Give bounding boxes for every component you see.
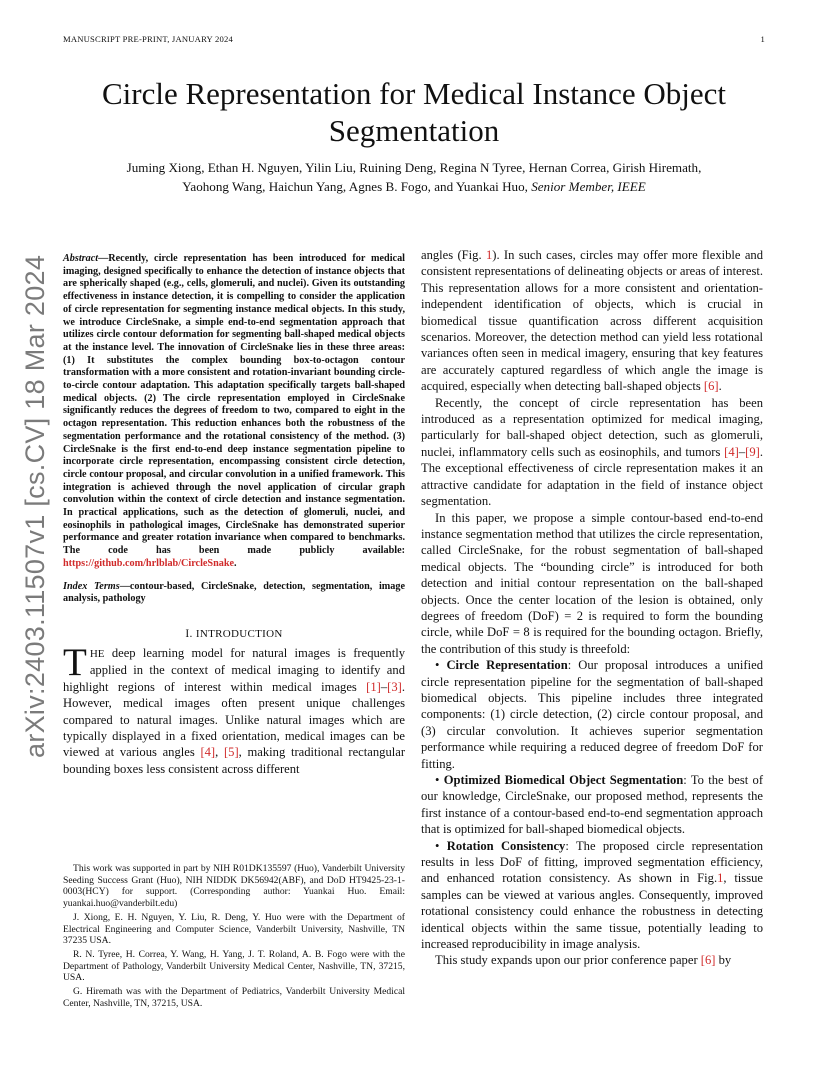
footnote-affiliation-pathology: R. N. Tyree, H. Correa, Y. Wang, H. Yang, J. T. Roland, A. B. Fogo were with the Department of Pathology, Vanderbilt University Medical Center, Nashville, TN, 37215, USA. — [63, 948, 405, 984]
citation-link[interactable]: [5] — [223, 745, 239, 760]
bullet-title: Optimized Biomedical Object Segmentation — [443, 773, 684, 787]
page-number: 1 — [760, 34, 765, 44]
section-title: INTRODUCTION — [195, 627, 283, 640]
paragraph-expands — [421, 952, 763, 968]
running-title: MANUSCRIPT PRE-PRINT, JANUARY 2024 — [63, 34, 233, 44]
author-list — [40, 159, 788, 196]
text: , tissue samples can be viewed at various angles. Consequently, improved rotational consistency could enhance the robustness in detecting identical objects within the same tissue, potentially leading to increased reproducibility in image analysis. — [421, 871, 763, 952]
contribution-bullet-3 — [421, 838, 763, 953]
section-heading-introduction — [63, 628, 405, 640]
range-dash: – — [738, 444, 746, 459]
text: This study expands upon our prior conference paper — [435, 953, 701, 968]
drop-cap: T — [63, 640, 87, 684]
citation-link[interactable]: [6] — [700, 953, 716, 968]
abstract-label: Abstract — [63, 253, 99, 264]
code-link[interactable]: https://github.com/hrlblab/CircleSnake — [63, 557, 235, 569]
footnote-affiliation-pediatrics: G. Hiremath was with the Department of Pediatrics, Vanderbilt University Medical Center, Nashville, TN, 37215, USA. — [63, 986, 405, 1009]
text: ). In such cases, circles may offer more flexible and consistent representations of delineating objects or areas of interest. This representation allows for a more consistent and orientation-independent identification of objects, which is crucial in biomedical tissue quantification across different acquisition scenarios. Moreover, the detection method can yield less rotational variances often seen in medical imagery, ensuring that key features are accurately captured regardless of which angle the image is acquired, especially when detecting ball-shaped objects — [421, 248, 764, 394]
index-terms-text: —contour-based, CircleSnake, detection, segmentation, image analysis, pathology — [63, 580, 405, 605]
footnote-affiliation-eecs: J. Xiong, E. H. Nguyen, Y. Liu, R. Deng, Y. Huo were with the Department of Electrical Engineering and Computer Science, Vanderbilt University, Nashville, TN 37235 USA. — [63, 911, 405, 947]
text: angles (Fig. — [421, 248, 486, 262]
abstract-end: . — [234, 557, 237, 569]
footnote-funding: This work was supported in part by NIH R01DK135597 (Huo), Vanderbilt University Seeding Success Grant (Huo), NIH NIDDK DK56942(ABF), and DoD HT9425-23-1-0003(HCY) for support. (Corresponding author: Yuankai Huo. Email: yuankai.huo@vanderbilt.edu) — [63, 863, 405, 910]
citation-link[interactable]: [4] — [724, 444, 739, 459]
text: : To the best of our knowledge, CircleSnake, our proposed method, represents the first instance of a contour-based end-to-end segmentation approach that is optimized for ball-shaped biomedical objects. — [421, 773, 764, 837]
authors-line-2-names: Yaohong Wang, Haichun Yang, Agnes B. Fogo, and Yuankai Huo, — [182, 178, 528, 194]
bullet-title: Rotation Consistency — [446, 838, 566, 853]
bullet-title: Circle Representation — [446, 658, 568, 673]
abstract — [63, 253, 405, 571]
paper-title: Circle Representation for Medical Instance Object Segmentation — [101, 76, 727, 148]
text: by — [715, 953, 732, 968]
index-terms-label: Index Terms — [63, 580, 120, 592]
contribution-bullet-1 — [421, 657, 763, 772]
left-column — [63, 253, 405, 777]
ieee-membership: Senior Member, IEEE — [531, 178, 646, 194]
paragraph-continued — [421, 247, 763, 395]
arxiv-stamp: arXiv:2403.11507v1 [cs.CV] 18 Mar 2024 — [20, 254, 50, 758]
citation-link[interactable]: [6] — [703, 379, 719, 394]
right-column — [421, 247, 763, 969]
running-header — [63, 34, 765, 44]
intro-text-2: . However, medical images often present unique challenges compared to natural images. Unlike natural images which are typically displayed in a fixed orientation, medical images can be viewed at various angles — [63, 679, 405, 760]
range-dash: – — [380, 679, 388, 694]
separator: , — [215, 745, 224, 760]
figure-link[interactable]: 1 — [485, 248, 493, 262]
bullet-icon: • — [435, 838, 447, 853]
paragraph-circle-representation — [421, 395, 763, 510]
text: : Our proposal introduces a unified circle representation pipeline for the segmentation of ball-shaped biomedical objects. This pipeline includes three integrated components: (1) circle detection, (2) circle contour proposal, and (3) circular convolution. It achieves superior segmentation performance while requiring a reduced degree of freedom DoF for fitting. — [421, 658, 764, 771]
bullet-icon: • — [435, 773, 444, 787]
intro-text-3: , making traditional rectangular bounding boxes less consistent across different — [63, 745, 406, 776]
citation-link[interactable]: [3] — [387, 679, 402, 694]
text: Recently, the concept of circle representation has been introduced as a representation optimized for medical imaging, particularly for ball-shaped object detection, such as glomeruli, nuclei, inflammatory cells such as eosinophils, and tumors — [421, 395, 763, 459]
citation-link[interactable]: [4] — [200, 745, 216, 760]
contribution-bullet-2 — [421, 772, 763, 838]
section-number: I. — [185, 627, 196, 640]
intro-text-1: deep learning model for natural images is frequently applied in the context of medical imaging to identify and highlight regions of interest within medical images — [63, 645, 405, 694]
index-terms — [63, 581, 405, 606]
abstract-text: —Recently, circle representation has been introduced for medical imaging, designed specifically to enhance the detection of instance objects that are spherically shaped (e.g., cells, glomeruli, and nuclei). Given its outstanding effectiveness in instance detection, it is compelling to consider the application of circle representation for segmenting instance medical objects. In this study, we introduce CircleSnake, a simple end-to-end segmentation approach that utilizes circle contour deformation for segmenting ball-shaped medical objects at the instance level. The innovation of CircleSnake lies in these three areas: (1) It substitutes the complex bounding box-to-octagon contour transformation with a more consistent and rotation-invariant bounding circle-to-circle contour adaptation. This adaptation specifically targets ball-shaped medical objects. (2) The circle representation employed in CircleSnake significantly reduces the degrees of freedom to two, compared to eight in the octagon representation. This reduction enhances both the robustness of the segmentation performance and the rotational consistency of the method. (3) CircleSnake is the first end-to-end deep instance segmentation pipeline to incorporate circle representation, encompassing consistent circle detection, circle contour proposal, and circular convolution in a unified framework. This integration is achieved through the novel application of circular graph convolution within the context of circle detection and instance segmentation. In practical applications, such as the detection of glomeruli, nuclei, and eosinophils in pathological images, CircleSnake has demonstrated superior performance and greater rotation invariance when compared to benchmarks. The code has been made publicly available: — [63, 253, 405, 557]
intro-paragraph — [63, 640, 406, 777]
paragraph-proposal: In this paper, we propose a simple contour-based end-to-end instance segmentation method that utilizes the circle representation, called CircleSnake, for the robust segmentation of ball-shaped medical objects. The “bounding circle” is introduced for both detection and initial contour representation on the ball-shaped objects. Once the center location of the lesion is obtained, only degrees of freedom (DoF) = 2 is required to form the bounding circle, while DoF = 8 is required for the bounding octagon. Briefly, the contribution of this study is threefold: — [421, 510, 763, 656]
text: . — [718, 379, 722, 394]
first-word-rest: HE — [89, 647, 105, 660]
authors-line-1: Juming Xiong, Ethan H. Nguyen, Yilin Liu, Ruining Deng, Regina N Tyree, Hernan Correa, Girish Hiremath, — [126, 160, 702, 175]
authors-line-2 — [40, 178, 788, 197]
text: . The exceptional effectiveness of circle representation makes it an attractive candidate for adaptation in the field of instance object segmentation. — [421, 444, 763, 509]
citation-link[interactable]: [9] — [745, 444, 760, 459]
figure-link[interactable]: 1 — [717, 871, 724, 886]
bullet-icon: • — [435, 658, 447, 673]
citation-link[interactable]: [1] — [366, 679, 381, 694]
footnotes — [63, 863, 405, 1011]
text: : The proposed circle representation results in less DoF of fitting, improved segmentation efficiency, and enhanced rotation consistency. As shown in Fig. — [421, 838, 763, 886]
